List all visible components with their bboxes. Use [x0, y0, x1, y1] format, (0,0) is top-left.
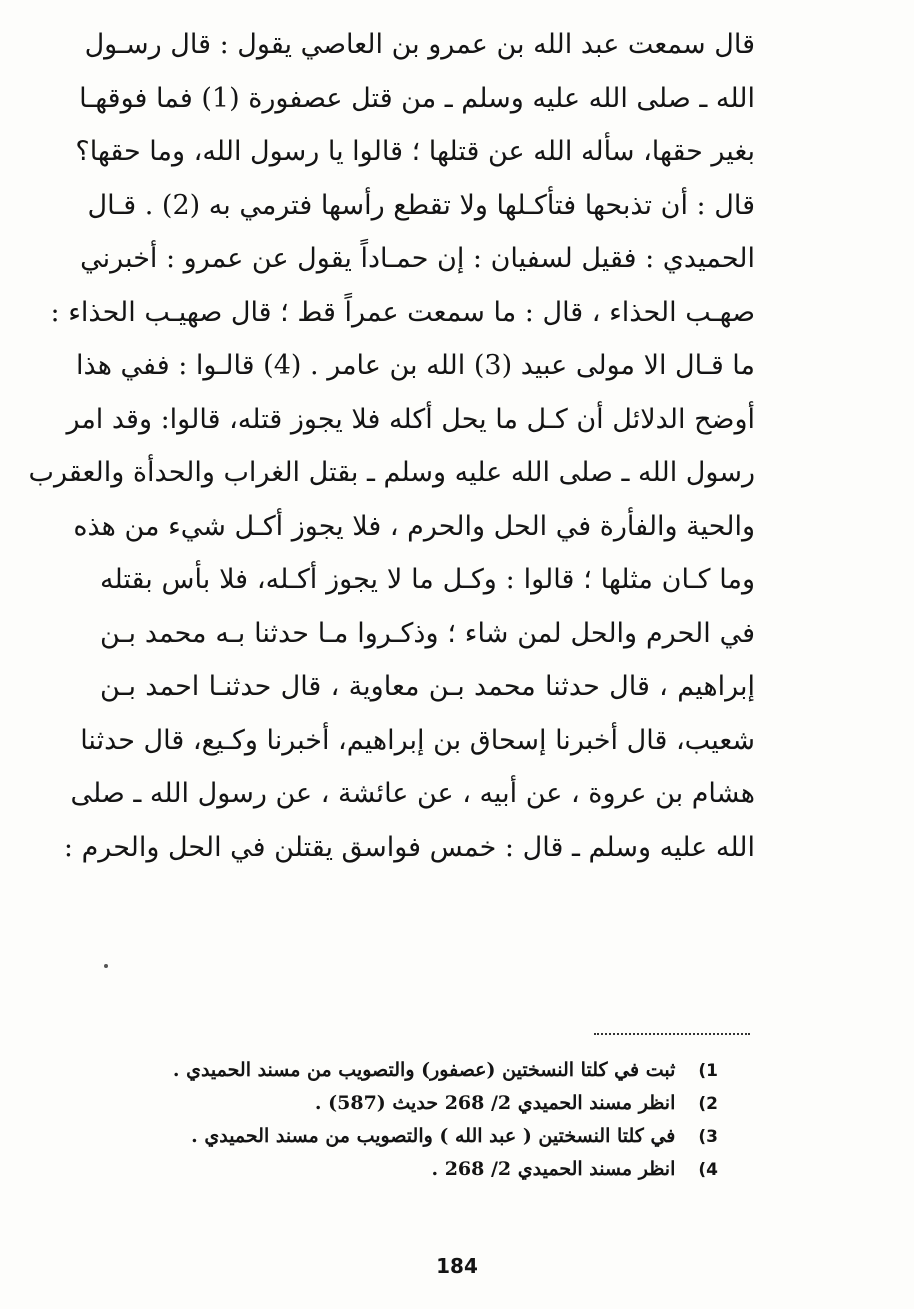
text-line: رسول الله ـ صلى الله عليه وسلم ـ بقتل الغراب والحدأة والعقرب	[28, 457, 755, 488]
text-line: شعيب، قال أخبرنا إسحاق بن إبراهيم، أخبرنا وكـيع، قال حدثنا	[80, 724, 755, 756]
text-line: الحميدي : فقيل لسفيان : إن حمـاداً يقول عن عمرو : أخبرني	[80, 243, 755, 274]
footnote-number: 1)	[698, 1061, 718, 1081]
text-line: قال : أن تذبحها فتأكـلها ولا تقطع رأسها فترمي به (2) . قـال	[87, 189, 755, 221]
footnote-number: 2)	[698, 1094, 718, 1114]
text-line: أوضح الدلائل أن كـل ما يحل أكله فلا يجوز قتله، قالوا: وقد امر	[66, 403, 755, 435]
footnote-number: 4)	[698, 1160, 718, 1180]
footnote-text: انظر مسند الحميدي 2/ 268 .	[431, 1158, 676, 1180]
text-line: ما قـال الا مولى عبيد (3) الله بن عامر . (4) قالـوا : ففي هذا	[76, 350, 755, 381]
text-line: الله ـ صلى الله عليه وسلم ـ من قتل عصفورة (1) فما فوقهـا	[79, 82, 755, 114]
footnote-text: انظر مسند الحميدي 2/ 268 حديث (587) .	[314, 1092, 676, 1114]
text-line: قال سمعت عبد الله بن عمرو بن العاصي يقول : قال رسـول	[84, 29, 755, 60]
footnote-item	[110, 1120, 718, 1153]
stray-dot	[104, 964, 108, 968]
main-text	[28, 18, 755, 874]
footnote-item	[110, 1153, 718, 1186]
text-line: وما كـان مثلها ؛ قالوا : وكـل ما لا يجوز أكـله، فلا بأس بقتله	[100, 564, 755, 595]
footnotes	[110, 1054, 718, 1186]
text-line: صهـب الحذاء ، قال : ما سمعت عمراً قط ؛ قال صهيـب الحذاء :	[50, 296, 755, 328]
text-line: الله عليه وسلم ـ قال : خمس فواسق يقتلن في الحل والحرم :	[63, 831, 755, 863]
text-line: إبراهيم ، قال حدثنا محمد بـن معاوية ، قال حدثنـا احمد بـن	[100, 671, 755, 702]
footnote-separator	[594, 1033, 750, 1035]
page-number: 184	[436, 1254, 478, 1278]
footnote-text: ثبت في كلتا النسختين (عصفور) والتصويب من مسند الحميدي .	[172, 1059, 676, 1081]
footnote-number: 3)	[698, 1127, 718, 1147]
text-line: والحية والفأرة في الحل والحرم ، فلا يجوز أكـل شيء من هذه	[73, 510, 755, 542]
footnote-item	[110, 1054, 718, 1087]
text-line: هشام بن عروة ، عن أبيه ، عن عائشة ، عن رسول الله ـ صلى	[70, 778, 755, 809]
text-line: بغير حقها، سأله الله عن قتلها ؛ قالوا يا رسول الله، وما حقها؟	[75, 136, 755, 167]
footnote-text: في كلتا النسختين ( عبد الله ) والتصويب من مسند الحميدي .	[191, 1125, 676, 1147]
footnote-item	[110, 1087, 718, 1120]
text-line: في الحرم والحل لمن شاء ؛ وذكـروا مـا حدثنا بـه محمد بـن	[100, 617, 755, 649]
